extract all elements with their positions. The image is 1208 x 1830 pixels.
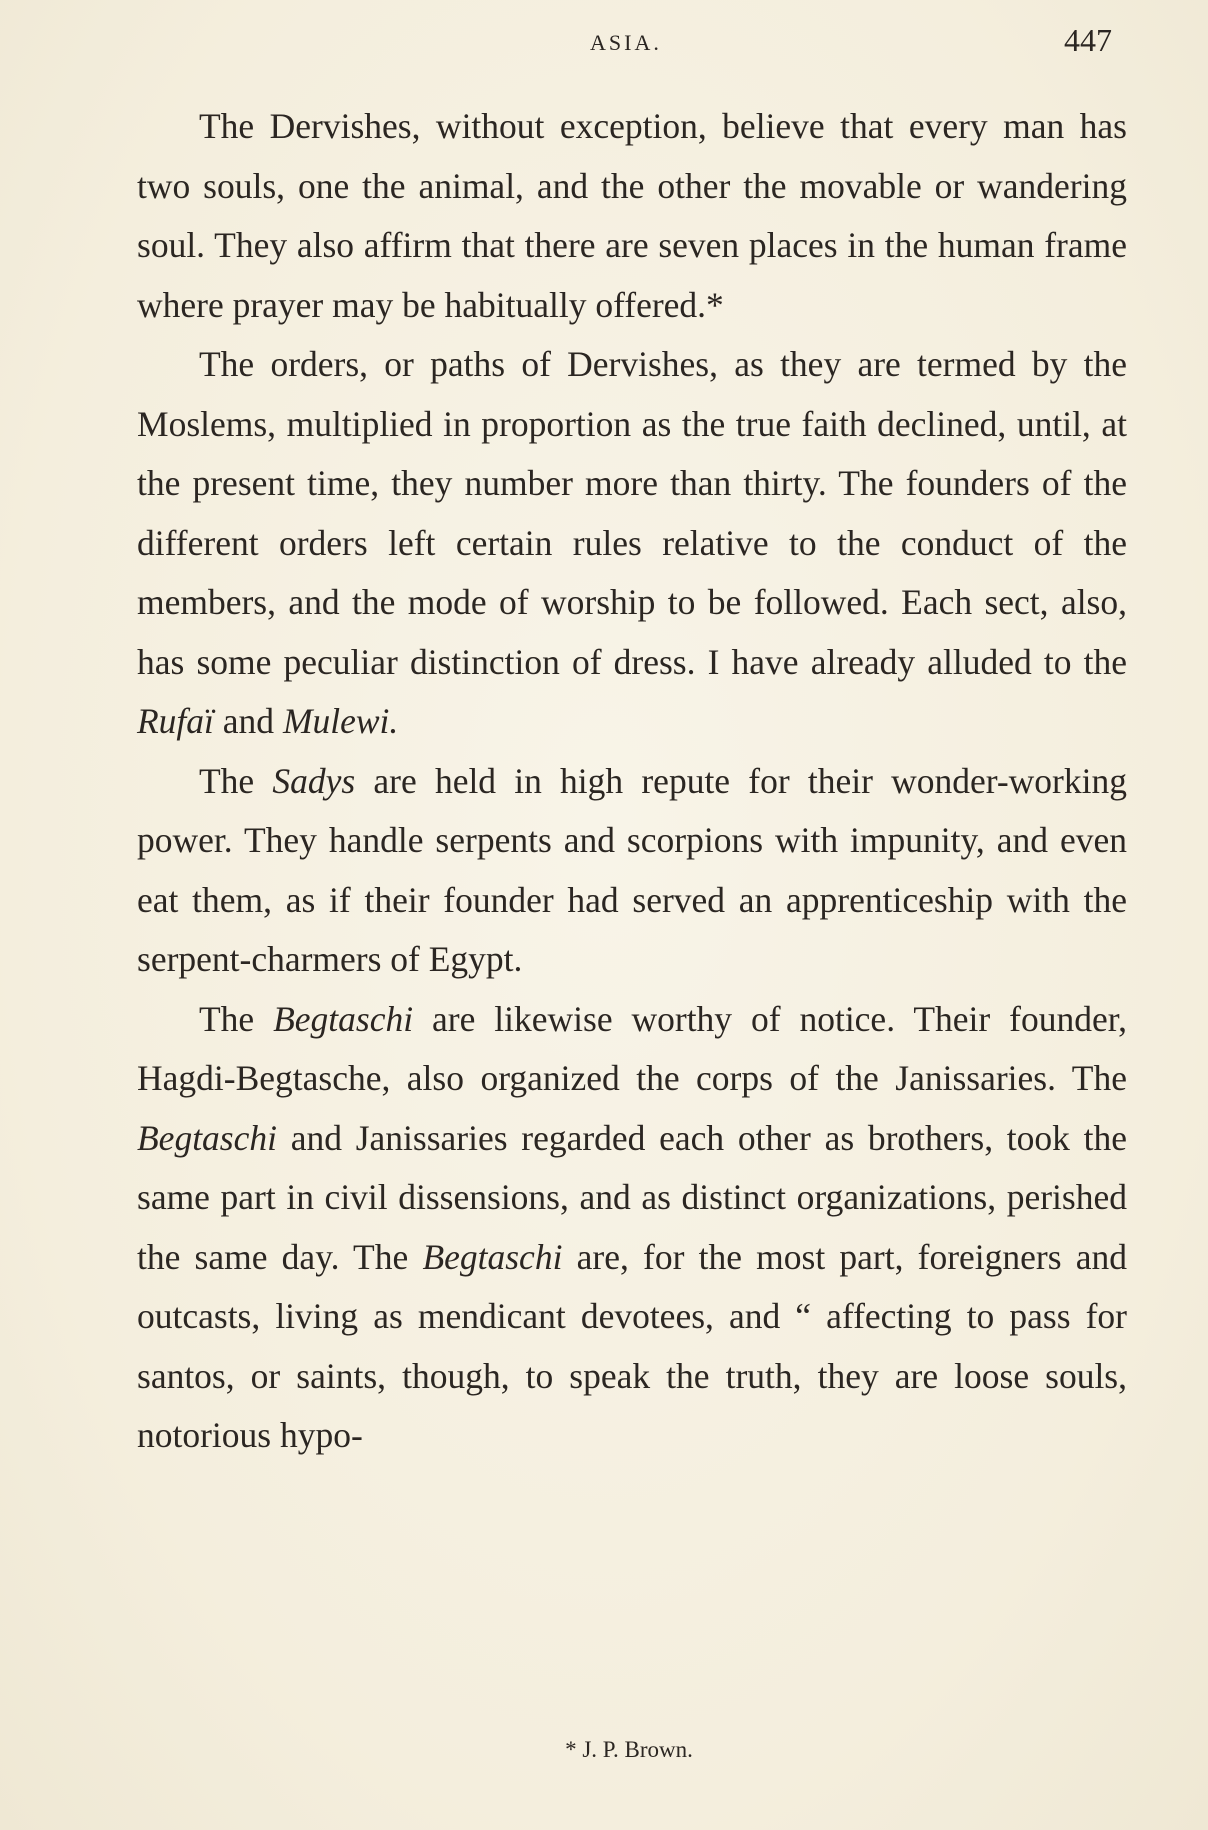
page-number: 447 [1064,22,1112,58]
running-head [0,22,1208,62]
footnote [0,1737,1208,1763]
paragraph-text: are, for the most part, foreigners and outcasts, living as mendicant devotees, and “ affecting to pass for santos, or saints, though, to speak the truth, they are loose souls, notorious hypo- [137,1236,1127,1455]
running-head-title: ASIA. [590,30,662,55]
body-text [137,97,1127,1466]
paragraph-begtaschi [137,990,1127,1466]
paragraph-text: The [199,998,274,1039]
paragraph-text: and [213,701,283,741]
emphasis-rufai: Rufaï [137,701,214,741]
paragraph-sadys [137,752,1127,990]
footnote-text: * J. P. Brown. [565,1737,693,1762]
paragraph-text: The Dervishes, without exception, believe that every man has two souls, one the animal, and the other the movable or wandering soul. They also affirm that there are seven places in the human frame where prayer may be habitually offered.* [137,106,1127,325]
emphasis-mulewi: Mulewi. [282,701,399,741]
paragraph-text: The [199,760,273,801]
paragraph-text: are likewise worthy of notice. Their founder, Hagdi-Begtasche, also organized the corps of the Janissaries. The [137,998,1127,1098]
paragraph-text: are held in high repute for their wonder-working power. They handle serpents and scorpions with impunity, and even eat them, as if their founder had served an apprenticeship with the serpent-charmers of Egypt. [137,760,1127,979]
paragraph-dervish-souls [137,97,1127,335]
emphasis-begtaschi: Begtaschi [137,1117,277,1158]
paragraph-dervish-orders [137,335,1127,752]
emphasis-sadys: Sadys [272,760,356,801]
emphasis-begtaschi: Begtaschi [422,1236,563,1277]
paragraph-text: The orders, or paths of Dervishes, as they are termed by the Moslems, multiplied in proportion as the true faith declined, until, at the present time, they number more than thirty. The founders of the different orders left certain rules relative to the conduct of the members, and the mode of worship to be followed. Each sect, also, has some peculiar distinction of dress. I have already alluded to the [137,344,1127,682]
paragraph-text: and Janissaries regarded each other as brothers, took the same part in civil dissensions, and as distinct organizations, perished the same day. The [137,1117,1127,1277]
emphasis-begtaschi: Begtaschi [273,998,414,1039]
